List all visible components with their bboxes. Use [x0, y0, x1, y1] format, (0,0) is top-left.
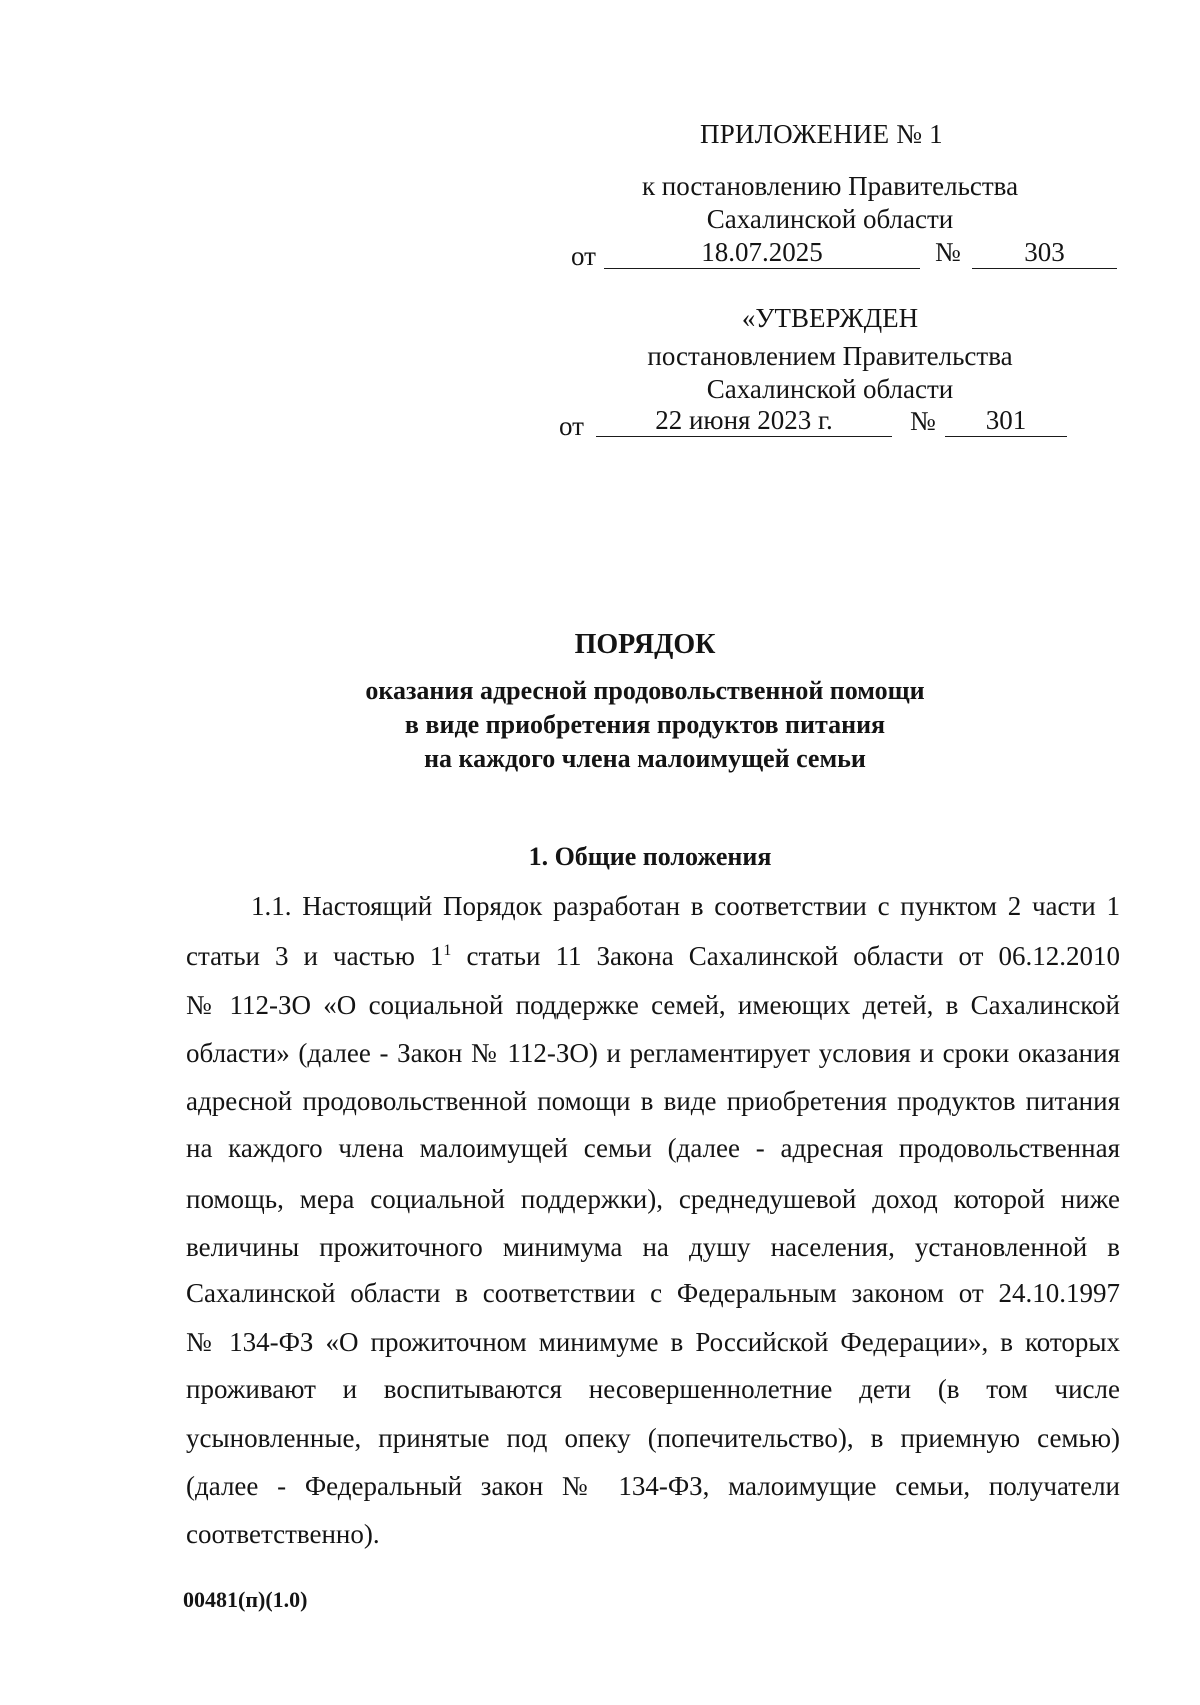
- region-line: Сахалинской области: [706, 204, 954, 234]
- document-subtitle-line: оказания адресной продовольственной помощи: [365, 676, 925, 705]
- paragraph-line: на каждого члена малоимущей семьи (далее - адресная продовольственная: [186, 1133, 1120, 1163]
- paragraph-line: № 112-ЗО «О социальной поддержке семей, имеющих детей, в Сахалинской: [186, 990, 1120, 1020]
- paragraph-line: проживают и воспитываются несовершеннолетние дети (в том числе: [186, 1374, 1120, 1404]
- paragraph-line: соответственно).: [186, 1519, 380, 1549]
- approved-region-line: Сахалинской области: [706, 374, 954, 404]
- section-heading: 1. Общие положения: [528, 842, 772, 871]
- decree-date-field: 18.07.2025: [604, 236, 920, 269]
- appendix-title: ПРИЛОЖЕНИЕ № 1: [700, 119, 943, 149]
- document-title: ПОРЯДОК: [574, 629, 716, 660]
- paragraph-line: помощь, мера социальной поддержки), среднедушевой доход которой ниже: [186, 1184, 1120, 1214]
- paragraph-line: адресной продовольственной помощи в виде приобретения продуктов питания: [186, 1086, 1120, 1116]
- approved-number-label: №: [910, 406, 936, 436]
- approved-decree-line: постановлением Правительства: [647, 341, 1013, 371]
- paragraph-line: области» (далее - Закон № 112-ЗО) и регламентирует условия и сроки оказания: [186, 1038, 1120, 1068]
- number-label: №: [935, 237, 961, 267]
- paragraph-line: Сахалинской области в соответствии с Федеральным законом от 24.10.1997: [186, 1278, 1120, 1308]
- approved-date-field: 22 июня 2023 г.: [596, 404, 892, 437]
- paragraph-fragment: статьи 11 Закона Сахалинской области от 06.12.2010: [466, 941, 1120, 971]
- decree-number-field: 303: [972, 236, 1117, 269]
- paragraph-line: усыновленные, принятые под опеку (попечительство), в приемную семью): [186, 1423, 1120, 1453]
- to-decree-line: к постановлению Правительства: [641, 171, 1019, 201]
- document-subtitle-line: на каждого члена малоимущей семьи: [424, 744, 866, 773]
- approved-line: «УТВЕРЖДЕН: [741, 303, 919, 333]
- approved-from-label: от: [559, 411, 584, 441]
- paragraph-line: [186, 936, 1120, 976]
- document-code: 00481(п)(1.0): [183, 1587, 308, 1612]
- paragraph-line: (далее - Федеральный закон № 134-ФЗ, малоимущие семьи, получатели: [186, 1471, 1120, 1501]
- paragraph-fragment: статьи 3 и частью 1: [186, 941, 444, 971]
- paragraph-line: величины прожиточного минимума на душу населения, установленной в: [186, 1232, 1120, 1262]
- document-subtitle-line: в виде приобретения продуктов питания: [404, 710, 886, 739]
- paragraph-line: № 134-ФЗ «О прожиточном минимуме в Российской Федерации», в которых: [186, 1327, 1120, 1357]
- paragraph-line: 1.1. Настоящий Порядок разработан в соответствии с пунктом 2 части 1: [251, 891, 1120, 921]
- from-label: от: [571, 241, 596, 271]
- superscript: 1: [443, 942, 452, 959]
- approved-number-field: 301: [945, 404, 1067, 437]
